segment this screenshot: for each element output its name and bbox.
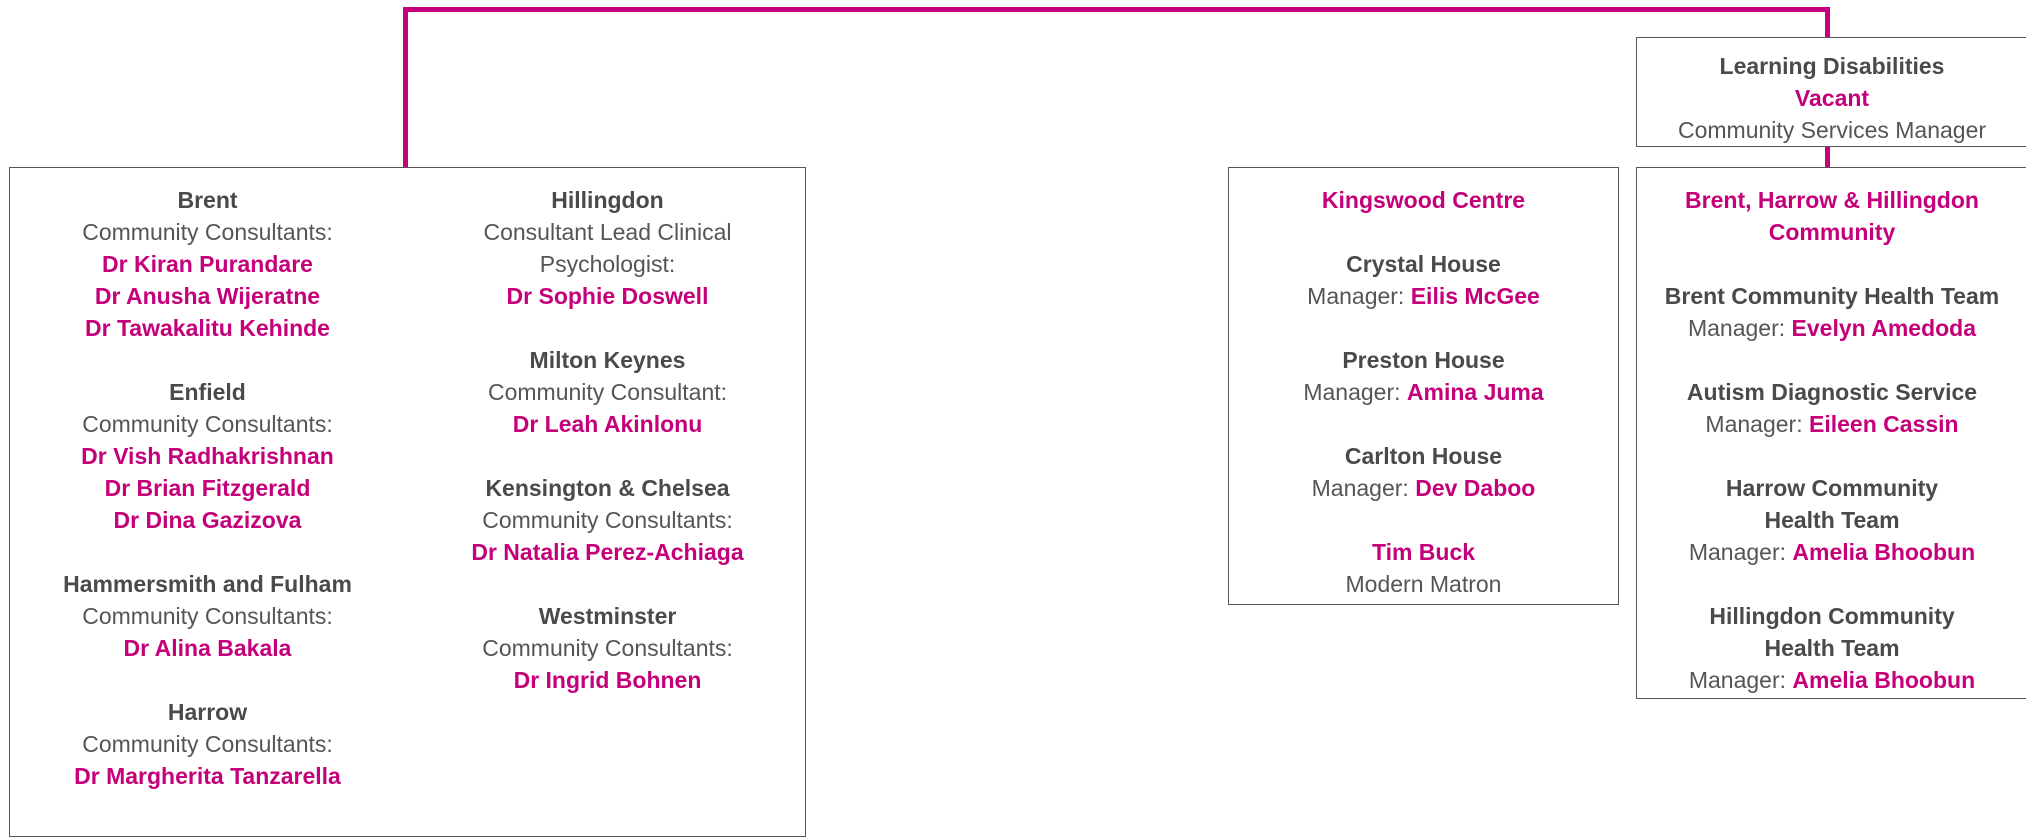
consultant-name: Dr Anusha Wijeratne bbox=[94, 283, 321, 309]
consultant-name: Dr Natalia Perez-Achiaga bbox=[471, 539, 744, 565]
manager-name: Vacant bbox=[1794, 85, 1870, 111]
manager-label: Manager: bbox=[1688, 539, 1787, 565]
house-name: Preston House bbox=[1342, 347, 1505, 373]
learning-disabilities-box bbox=[1636, 37, 2026, 147]
manager-label: Manager: bbox=[1311, 475, 1409, 501]
connector-community-vertical bbox=[1825, 146, 1830, 168]
community-title: Brent, Harrow & Hillingdon bbox=[1685, 187, 1979, 213]
area-name: Brent bbox=[177, 187, 238, 213]
area-entry-enfield bbox=[10, 376, 405, 536]
area-name: Milton Keynes bbox=[529, 347, 686, 373]
kingswood-title: Kingswood Centre bbox=[1321, 187, 1526, 213]
house-entry-carlton bbox=[1229, 440, 1618, 504]
area-entry-hammersmith-fulham bbox=[10, 568, 405, 664]
area-name: Enfield bbox=[169, 379, 246, 405]
area-name: Hammersmith and Fulham bbox=[63, 571, 352, 597]
team-entry-autism bbox=[1637, 376, 2026, 440]
manager-name: Amelia Bhoobun bbox=[1792, 667, 1976, 693]
consultant-name: Dr Sophie Doswell bbox=[506, 283, 709, 309]
area-role: Community Consultant: bbox=[487, 379, 728, 405]
consultant-name: Dr Alina Bakala bbox=[123, 635, 292, 661]
manager-name: Eileen Cassin bbox=[1808, 411, 1959, 437]
area-role: Psychologist: bbox=[539, 251, 676, 277]
consultant-name: Dr Leah Akinlonu bbox=[512, 411, 703, 437]
team-name: Health Team bbox=[1764, 635, 1900, 661]
manager-label: Manager: bbox=[1307, 283, 1405, 309]
consultant-name: Dr Margherita Tanzarella bbox=[74, 763, 341, 789]
consultant-name: Dr Ingrid Bohnen bbox=[513, 667, 702, 693]
area-name: Kensington & Chelsea bbox=[485, 475, 730, 501]
team-name: Harrow Community bbox=[1725, 475, 1939, 501]
unit-title: Learning Disabilities bbox=[1719, 53, 1945, 79]
connector-right-vertical bbox=[1825, 7, 1830, 37]
kingswood-centre-box bbox=[1228, 167, 1619, 605]
area-name: Harrow bbox=[167, 699, 248, 725]
area-role: Community Consultants: bbox=[82, 219, 333, 245]
consultant-name: Dr Brian Fitzgerald bbox=[104, 475, 311, 501]
area-role: Community Consultants: bbox=[82, 731, 333, 757]
manager-name: Amina Juma bbox=[1406, 379, 1544, 405]
consultants-right-column bbox=[410, 184, 805, 728]
area-entry-westminster bbox=[410, 600, 805, 696]
team-entry-brent bbox=[1637, 280, 2026, 344]
connector-top-horizontal bbox=[403, 7, 1830, 12]
manager-label: Manager: bbox=[1687, 315, 1786, 341]
area-role: Community Consultants: bbox=[482, 635, 733, 661]
area-entry-milton-keynes bbox=[410, 344, 805, 440]
area-entry-harrow bbox=[10, 696, 405, 792]
matron-role: Modern Matron bbox=[1345, 571, 1502, 597]
community-title: Community bbox=[1768, 219, 1896, 245]
area-role: Community Consultants: bbox=[482, 507, 733, 533]
consultant-name: Dr Kiran Purandare bbox=[102, 251, 313, 277]
area-role: Community Consultants: bbox=[82, 603, 333, 629]
area-name: Westminster bbox=[538, 603, 677, 629]
consultant-name: Dr Dina Gazizova bbox=[113, 507, 302, 533]
community-box bbox=[1636, 167, 2026, 699]
area-role: Community Consultants: bbox=[82, 411, 333, 437]
area-name: Hillingdon bbox=[551, 187, 664, 213]
consultant-name: Dr Tawakalitu Kehinde bbox=[85, 315, 330, 341]
manager-name: Eilis McGee bbox=[1410, 283, 1540, 309]
area-entry-kensington-chelsea bbox=[410, 472, 805, 568]
manager-name: Evelyn Amedoda bbox=[1791, 315, 1977, 341]
consultants-box bbox=[9, 167, 806, 837]
manager-label: Manager: bbox=[1303, 379, 1401, 405]
area-entry-brent bbox=[10, 184, 405, 344]
team-name: Autism Diagnostic Service bbox=[1686, 379, 1978, 405]
team-entry-harrow bbox=[1637, 472, 2026, 568]
area-entry-hillingdon bbox=[410, 184, 805, 312]
manager-label: Manager: bbox=[1705, 411, 1803, 437]
matron-name: Tim Buck bbox=[1371, 539, 1476, 565]
manager-name: Amelia Bhoobun bbox=[1792, 539, 1976, 565]
connector-left-vertical bbox=[403, 7, 408, 167]
house-name: Crystal House bbox=[1346, 251, 1501, 277]
house-entry-preston bbox=[1229, 344, 1618, 408]
consultants-left-column bbox=[10, 184, 405, 824]
manager-name: Dev Daboo bbox=[1415, 475, 1536, 501]
consultant-name: Dr Vish Radhakrishnan bbox=[81, 443, 334, 469]
team-entry-hillingdon bbox=[1637, 600, 2026, 696]
manager-label: Manager: bbox=[1688, 667, 1787, 693]
team-name: Health Team bbox=[1764, 507, 1900, 533]
matron-entry bbox=[1229, 536, 1618, 600]
manager-role: Community Services Manager bbox=[1677, 117, 1987, 143]
team-name: Hillingdon Community bbox=[1709, 603, 1955, 629]
house-entry-crystal bbox=[1229, 248, 1618, 312]
area-role: Consultant Lead Clinical bbox=[483, 219, 732, 245]
team-name: Brent Community Health Team bbox=[1664, 283, 2000, 309]
house-name: Carlton House bbox=[1344, 443, 1503, 469]
